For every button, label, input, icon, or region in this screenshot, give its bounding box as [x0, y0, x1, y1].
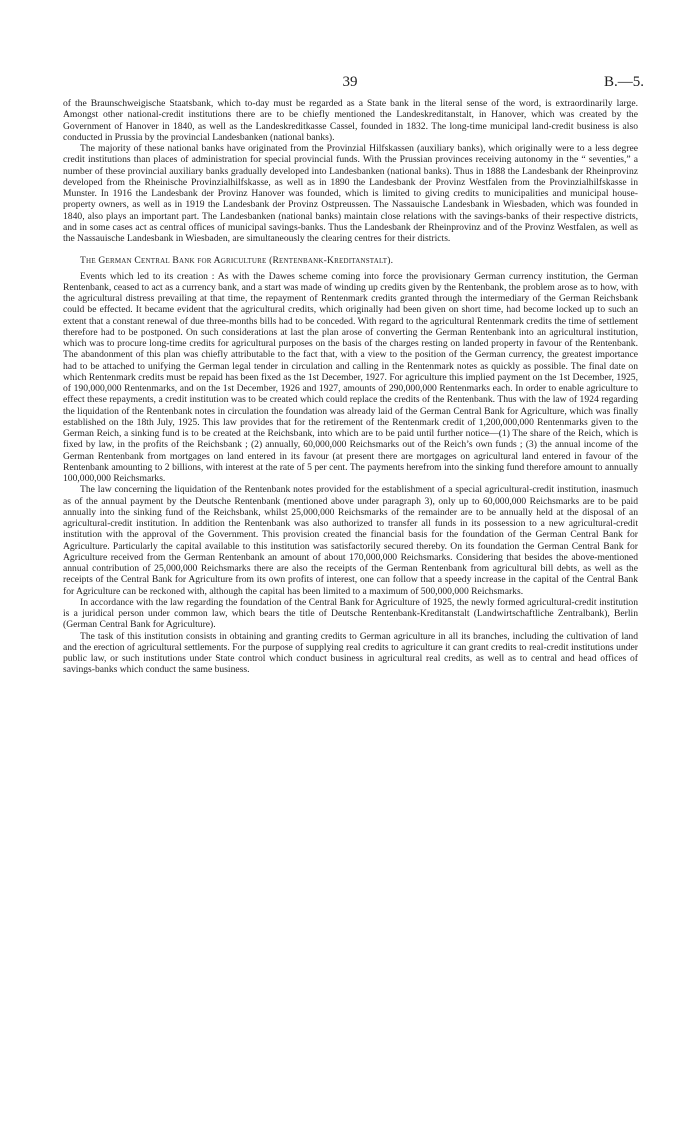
paragraph: The majority of these national banks have originated from the Provinzial Hilfskassen (auxiliary banks), which originally were to a less degree credit institutions than places of administration for special provincial funds. With the Prussian provinces receiving autonomy in the “ seventies,” a number of these provincial auxiliary banks gradually developed into Landesbanken (national banks). Thus in 1888 the Landesbank der Rheinprovinz developed from the Rheinische Provinzialhilfskasse, as well as in 1890 the Landesbank der Provinz Westfalen from the Provinzialhilfskasse in Munster. In 1916 the Landesbank der Provinz Hanover was founded, which is limited to giving credits to municipalities and municipal house-property owners, as well as in 1919 the Landesbank der Provinz Ostpreussen. The Nassauische Landesbank in Wiesbaden, which was founded in 1840, also plays an important part. The Landesbanken (national banks) maintain close relations with the savings-banks of their respective districts, and in some cases act as central offices of municipal savings-banks. Thus the Landesbank der Rheinprovinz and of the Provinz Westfalen, as well as the Nassauische Landesbank in Wiesbaden, are simultaneously the clearing centres for their districts.	[63, 143, 638, 244]
paragraph: The task of this institution consists in obtaining and granting credits to German agriculture in all its branches, including the cultivation of land and the erection of agricultural settlements. For the purpose of supplying real credits to agriculture it can grant credits to real-credit institutions under public law, or such institutions under State control which conduct business in agricultural real credits, as well as to central and head offices of savings-banks which conduct the same business.	[63, 630, 638, 676]
page-number: 39	[342, 74, 358, 90]
section-heading: The German Central Bank for Agriculture (Rentenbank-Kreditanstalt).	[80, 255, 394, 267]
body-text	[63, 98, 638, 676]
paragraph: of the Braunschweigische Staatsbank, which to-day must be regarded as a State bank in the literal sense of the word, is extraordinarily large. Amongst other national-credit institutions there are to be chiefly mentioned the Landeskreditanstalt, in Hanover, which was created by the Government of Hanover in 1840, as well as the Landeskreditkasse Cassel, founded in 1832. The long-time municipal land-credit business is also conducted in Prussia by the provincial Landesbanken (national banks).	[63, 98, 638, 143]
paragraph: In accordance with the law regarding the foundation of the Central Bank for Agriculture of 1925, the newly formed agricultural-credit institution is a juridical person under common law, which bears the title of Deutsche Rentenbank-Kreditanstalt (Landwirtschaftliche Zentralbank), Berlin (German Central Bank for Agriculture).	[63, 596, 638, 631]
document-reference: B.—5.	[603, 74, 644, 90]
paragraph: Events which led to its creation : As with the Dawes scheme coming into force the provisionary German currency institution, the German Rentenbank, ceased to act as a currency bank, and a start was made of winding up credits given by the Rentenbank, the problem arose as to how, with the agricultural distress prevailing at that time, the repayment of Rentenmark credits granted through the intermediary of the German Reichsbank could be effected. It became evident that the agricultural credits, which originally had been given on short time, had become locked up to such an extent that a constant renewal of due three-months bills had to be conceded. With regard to the agricultural Rentenmark credits the time of settlement therefore had to be postponed. On such considerations at last the plan arose of converting the German Rentenbank into an agricultural institution, which was to procure long-time credits for agricultural purposes on the basis of the charges resting on landed property in favour of the Rentenbank. The abandonment of this plan was chiefly attributable to the fact that, with a view to the position of the German currency, the greatest importance had to be attached to unifying the German legal tender in circulation and calling in the Rentenmark notes as quickly as possible. The final date on which Rentenmark credits must be repaid has been fixed as the 1st December, 1927. For agriculture this implied payment on the 1st December, 1925, of 190,000,000 Rentenmarks, and on the 1st December, 1926 and 1927, amounts of 290,000,000 Rentenmarks each. In order to enable agriculture to effect these repayments, a credit institution was to be created which could replace the credits of the Rentenbank. Thus with the law of 1924 regarding the liquidation of the Rentenbank notes in circulation the foundation was already laid of the German Central Bank for Agriculture, which was finally established on the 18th July, 1925. This law provides that for the retirement of the Rentenmark credit of 1,200,000,000 Rentenmarks given to the German Reich, a sinking fund is to be created at the Reichsbank, into which are to be paid until further notice—(1) The share of the Reich, which is fixed by law, in the profits of the Reichsbank ; (2) annually, 60,000,000 Reichsmarks out of the Reich’s own funds ; (3) the annual income of the German Rentenbank from mortgages on land entered in its favour (at present there are mortgages on agricultural land entered in favour of the Rentenbank amounting to 2 billions, with interest at the rate of 5 per cent. The payments herefrom into the sinking fund therefore amount to annually 100,000,000 Reichsmarks.	[63, 270, 638, 484]
paragraph: The law concerning the liquidation of the Rentenbank notes provided for the establishment of a special agricultural-credit institution, inasmuch as of the annual payment by the Deutsche Rentenbank (mentioned above under paragraph 3), only up to 60,000,000 Reichsmarks are to be paid annually into the sinking fund of the Reichsbank, whilst 25,000,000 Reichsmarks of the remainder are to be annually held at the disposal of an agricultural-credit institution. In addition the Rentenbank was also authorized to transfer all funds in its possession to a new agricultural-credit institution with the approval of the Government. This provision created the financial basis for the foundation of the German Central Bank for Agriculture. Particularly the capital available to this institution was satisfactorily secured thereby. On its foundation the German Central Bank for Agriculture received from the German Rentenbank an amount of about 170,000,000 Reichsmarks. Considering that besides the above-mentioned annual contribution of 25,000,000 Reichsmarks there are also the receipts of the German Rentenbank from agricultural bill debts, as well as the receipts of the Central Bank for Agriculture from its own profits of interest, one can follow that a speedy increase in the capital of the Central Bank for Agriculture can be reckoned with, although the capital has been limited to a maximum of 500,000,000 Reichsmarks.	[63, 484, 638, 597]
